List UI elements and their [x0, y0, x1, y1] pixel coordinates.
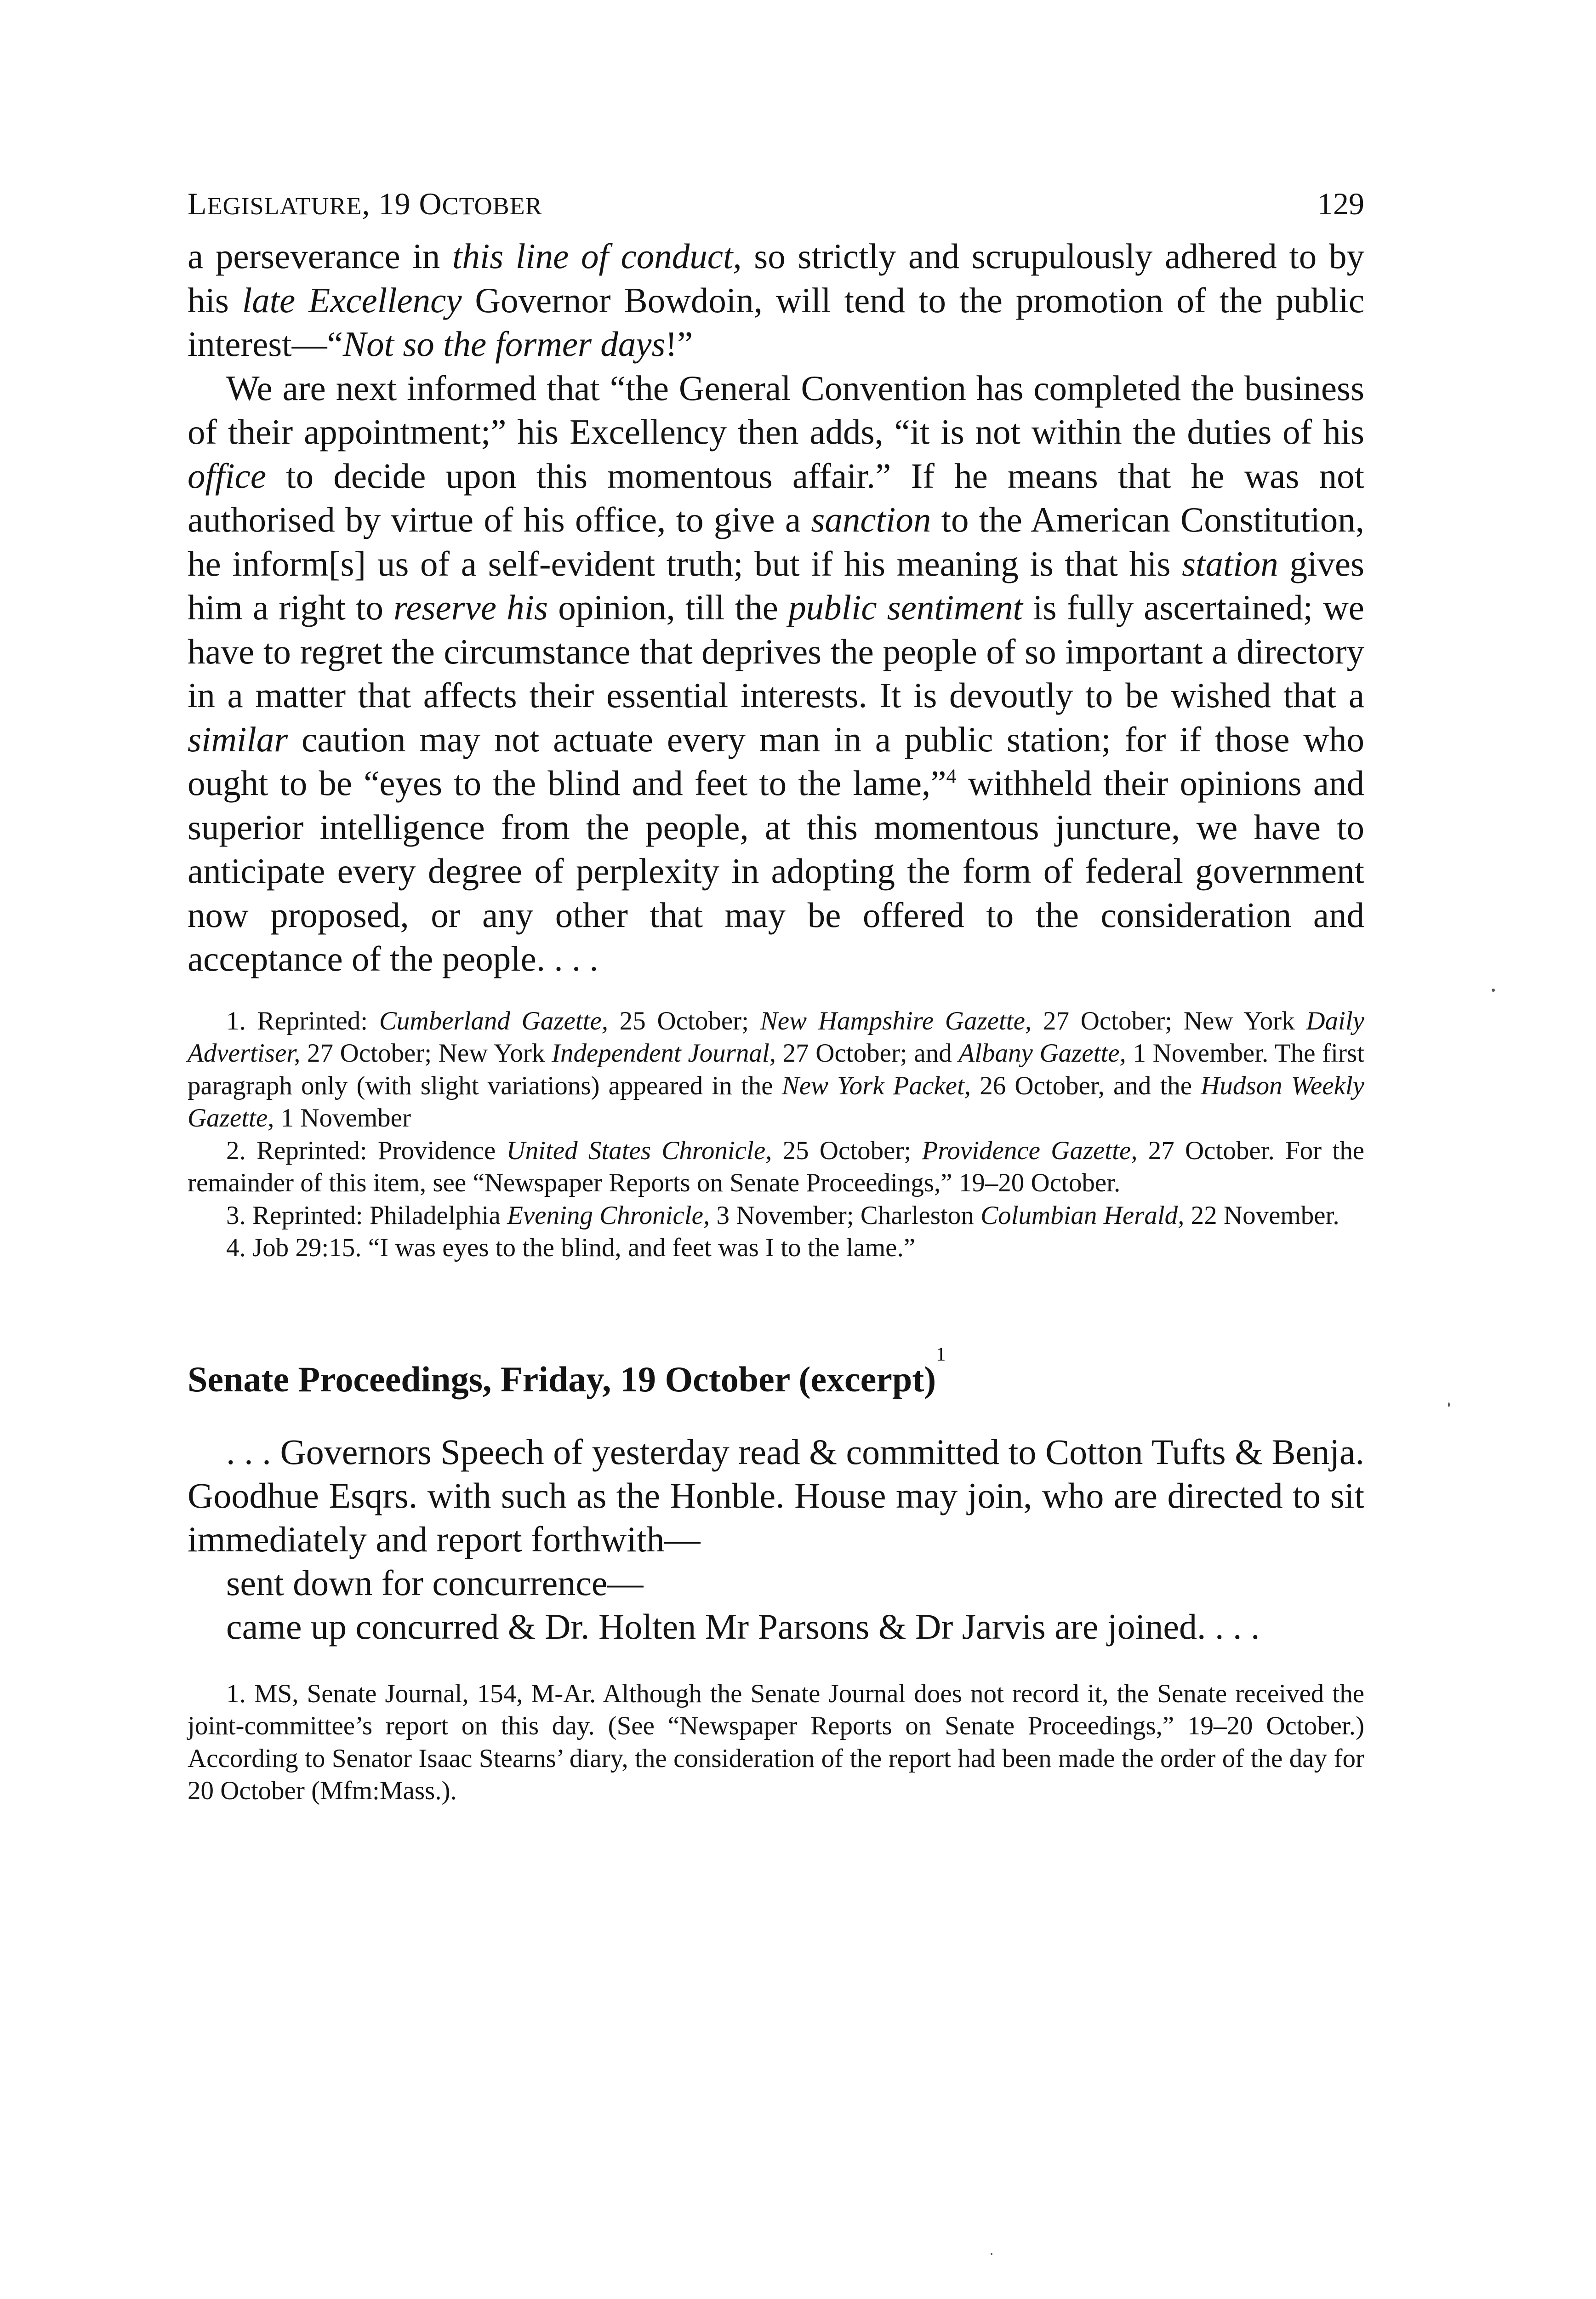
footnote-3: 3. Reprinted: Philadelphia Evening Chronicle, 3 November; Charleston Columbian Herald, 22 November.: [226, 1201, 1340, 1230]
footnote-2: 2. Reprinted: Providence United States Chronicle, 25 October; Providence Gazette, 27 October. For the remainder of this item, see “Newspaper Reports on Senate Proceedings,” 19–20 October.: [188, 1136, 1364, 1197]
page-number: 129: [1317, 186, 1364, 221]
scan-speck: [1492, 989, 1495, 992]
paragraph-continuation: a perseverance in this line of conduct, so strictly and scrupulously adhered to by his late Excellency Governor Bowdoin, will tend to the promotion of the public interest—“Not so the former days!”: [188, 236, 1364, 364]
proceedings-line: came up concurred & Dr. Holten Mr Parsons & Dr Jarvis are joined. . . .: [226, 1606, 1260, 1647]
document-page: [188, 179, 1364, 1807]
scan-speck: [1448, 1402, 1450, 1407]
proceedings-line: . . . Governors Speech of yesterday read & committed to Cotton Tufts & Benja. Goodhue Esqrs. with such as the Honble. House may join, who are directed to sit immediately and report forthwith—: [188, 1431, 1364, 1559]
footnote-4: 4. Job 29:15. “I was eyes to the blind, and feet was I to the lame.”: [226, 1233, 916, 1262]
section-title: Senate Proceedings, Friday, 19 October (excerpt)$^1$: [188, 1344, 946, 1399]
section-title-note-marker: 1: [936, 1344, 946, 1365]
running-head: LEGISLATURE, 19 OCTOBER: [188, 186, 542, 221]
section-footnote-1: 1. MS, Senate Journal, 154, M-Ar. Although the Senate Journal does not record it, the Senate received the joint-committee’s report on this day. (See “Newspaper Reports on Senate Proceedings,” 19–20 October.) According to Senator Isaac Stearns’ diary, the consideration of the report had been made the order of the day for 20 October (Mfm:Mass.).: [188, 1679, 1364, 1805]
proceedings-line: sent down for concurrence—: [226, 1562, 644, 1603]
senate-proceedings-text: [188, 1430, 1364, 1648]
footnote-1: 1. Reprinted: Cumberland Gazette, 25 October; New Hampshire Gazette, 27 October; New York Daily Advertiser, 27 October; New York Independent Journal, 27 October; and Albany Gazette, 1 November. The first paragraph only (with slight variations) appeared in the New York Packet, 26 October, and the Hudson Weekly Gazette, 1 November: [188, 1006, 1365, 1132]
page-header: [188, 179, 1364, 230]
scan-speck: [991, 2253, 992, 2255]
paragraph-convention: We are next informed that “the General Convention has completed the business of their appointment;” his Excellency then adds, “it is not within the duties of his office to decide upon this momentous affair.” If he means that he was not authorised by virtue of his office, to give a sanction to the American Constitution, he inform[s] us of a self-evident truth; but if his meaning is that his station gives him a right to reserve his opinion, till the public sentiment is fully ascertained; we have to regret the circumstance that deprives the people of so important a directory in a matter that affects their essential interests. It is devoutly to be wished that a similar caution may not actuate every man in a public station; for if those who ought to be “eyes to the blind and feet to the lame,”$^4$ withheld their opinions and superior intelligence from the people, at this momentous juncture, we have to anticipate every degree of perplexity in adopting the form of federal government now proposed, or any other that may be offered to the consideration and acceptance of the people. . . .: [188, 368, 1364, 978]
main-text: [188, 234, 1364, 981]
footnote-marker: 4: [946, 764, 957, 788]
section-footnotes: [188, 1678, 1364, 1807]
footnotes: [188, 1005, 1364, 1264]
